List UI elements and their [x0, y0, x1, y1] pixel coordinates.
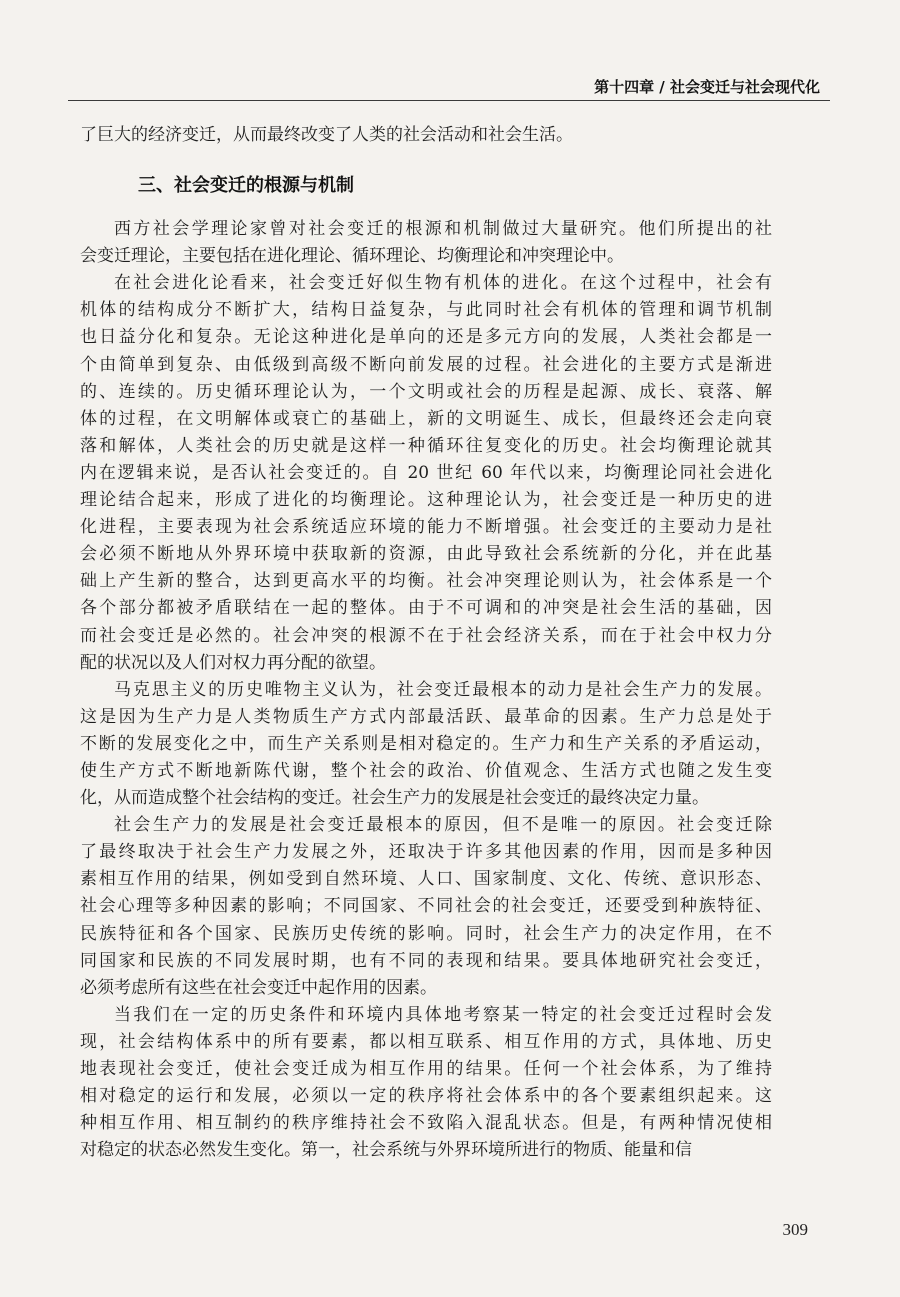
- paragraph: [80, 812, 772, 1002]
- text-line: 了最终取决于社会生产力发展之外，还取决于许多其他因素的作用，因而是多种因: [80, 842, 772, 863]
- text-line: 同国家和民族的不同发展时期，也有不同的表现和结果。要具体地研究社会变迁，: [80, 950, 772, 971]
- text-line: 地表现社会变迁，使社会变迁成为相互作用的结果。任何一个社会体系，为了维持: [80, 1059, 772, 1079]
- text-line: 社会生产力的发展是社会变迁最根本的原因，但不是唯一的原因。社会变迁除: [114, 815, 772, 836]
- text-line: 对稳定的状态必然发生变化。第一，社会系统与外界环境所进行的物质、能量和信: [80, 1140, 692, 1161]
- text-line: 内在逻辑来说，是否认社会变迁的。自 20 世纪 60 年代以来，均衡理论同社会进化: [80, 462, 772, 483]
- body-text: [80, 122, 772, 1164]
- text-line: 使生产方式不断地新陈代谢，整个社会的政治、价值观念、生活方式也随之发生变: [80, 760, 772, 781]
- text-line: 的、连续的。历史循环理论认为，一个文明或社会的历程是起源、成长、衰落、解: [80, 381, 772, 402]
- text-line: 化，从而造成整个社会结构的变迁。社会生产力的发展是社会变迁的最终决定力量。: [80, 788, 709, 809]
- text-line: 配的状况以及人们对权力再分配的欲望。: [80, 652, 386, 673]
- text-line: 这是因为生产力是人类物质生产方式内部最活跃、最革命的因素。生产力总是处于: [80, 706, 772, 727]
- text-line: 会必须不断地从外界环境中获取新的资源，由此导致社会系统新的分化，并在此基: [80, 544, 772, 565]
- text-line: 个由简单到复杂、由低级到高级不断向前发展的过程。社会进化的主要方式是渐进: [80, 354, 772, 375]
- paragraph: [80, 270, 772, 676]
- intro-line: 了巨大的经济变迁，从而最终改变了人类的社会活动和社会生活。: [80, 125, 573, 145]
- text-line: 在社会进化论看来，社会变迁好似生物有机体的进化。在这个过程中，社会有: [114, 273, 772, 294]
- text-line: 社会心理等多种因素的影响；不同国家、不同社会的社会变迁，还要受到种族特征、: [80, 896, 772, 917]
- text-line: 不断的发展变化之中，而生产关系则是相对稳定的。生产力和生产关系的矛盾运动，: [80, 733, 772, 754]
- text-line: 各个部分都被矛盾联结在一起的整体。由于不可调和的冲突是社会生活的基础，因: [80, 598, 772, 619]
- text-line: 相对稳定的运行和发展，必须以一定的秩序将社会体系中的各个要素组织起来。这: [80, 1086, 772, 1107]
- text-line: 现，社会结构体系中的所有要素，都以相互联系、相互作用的方式，具体地、历史: [80, 1031, 772, 1052]
- text-line: 会变迁理论，主要包括在进化理论、循环理论、均衡理论和冲突理论中。: [80, 246, 624, 267]
- text-line: 素相互作用的结果，例如受到自然环境、人口、国家制度、文化、传统、意识形态、: [80, 869, 772, 890]
- paragraphs: [80, 216, 772, 1164]
- text-line: 机体的结构成分不断扩大，结构日益复杂，与此同时社会有机体的管理和调节机制: [80, 300, 772, 321]
- running-head: 第十四章 / 社会变迁与社会现代化: [594, 78, 820, 96]
- text-line: 体的过程，在文明解体或衰亡的基础上，新的文明诞生、成长，但最终还会走向衰: [80, 408, 772, 429]
- text-line: 西方社会学理论家曾对社会变迁的根源和机制做过大量研究。他们所提出的社: [114, 219, 772, 240]
- text-line: 理论结合起来，形成了进化的均衡理论。这种理论认为，社会变迁是一种历史的进: [80, 490, 772, 511]
- paragraph: [80, 1002, 772, 1165]
- text-line: 础上产生新的整合，达到更高水平的均衡。社会冲突理论则认为，社会体系是一个: [80, 571, 772, 592]
- text-line: 当我们在一定的历史条件和环境内具体地考察某一特定的社会变迁过程时会发: [114, 1004, 772, 1025]
- text-line: 落和解体，人类社会的历史就是这样一种循环往复变化的历史。社会均衡理论就其: [80, 435, 772, 456]
- header-rule: [68, 100, 830, 101]
- text-line: 而社会变迁是必然的。社会冲突的根源不在于社会经济关系，而在于社会中权力分: [80, 625, 772, 646]
- text-line: 也日益分化和复杂。无论这种进化是单向的还是多元方向的发展，人类社会都是一: [80, 327, 772, 348]
- section-heading: 三、社会变迁的根源与机制: [138, 175, 354, 197]
- text-line: 种相互作用、相互制约的秩序维持社会不致陷入混乱状态。但是，有两种情况使相: [80, 1113, 772, 1134]
- text-line: 民族特征和各个国家、民族历史传统的影响。同时，社会生产力的决定作用，在不: [80, 923, 772, 944]
- page-number: 309: [782, 1220, 808, 1239]
- paragraph: [80, 216, 772, 270]
- paragraph: [80, 677, 772, 812]
- text-line: 马克思主义的历史唯物主义认为，社会变迁最根本的动力是社会生产力的发展。: [114, 679, 772, 700]
- text-line: 必须考虑所有这些在社会变迁中起作用的因素。: [80, 977, 437, 998]
- text-line: 化进程，主要表现为社会系统适应环境的能力不断增强。社会变迁的主要动力是社: [80, 517, 772, 538]
